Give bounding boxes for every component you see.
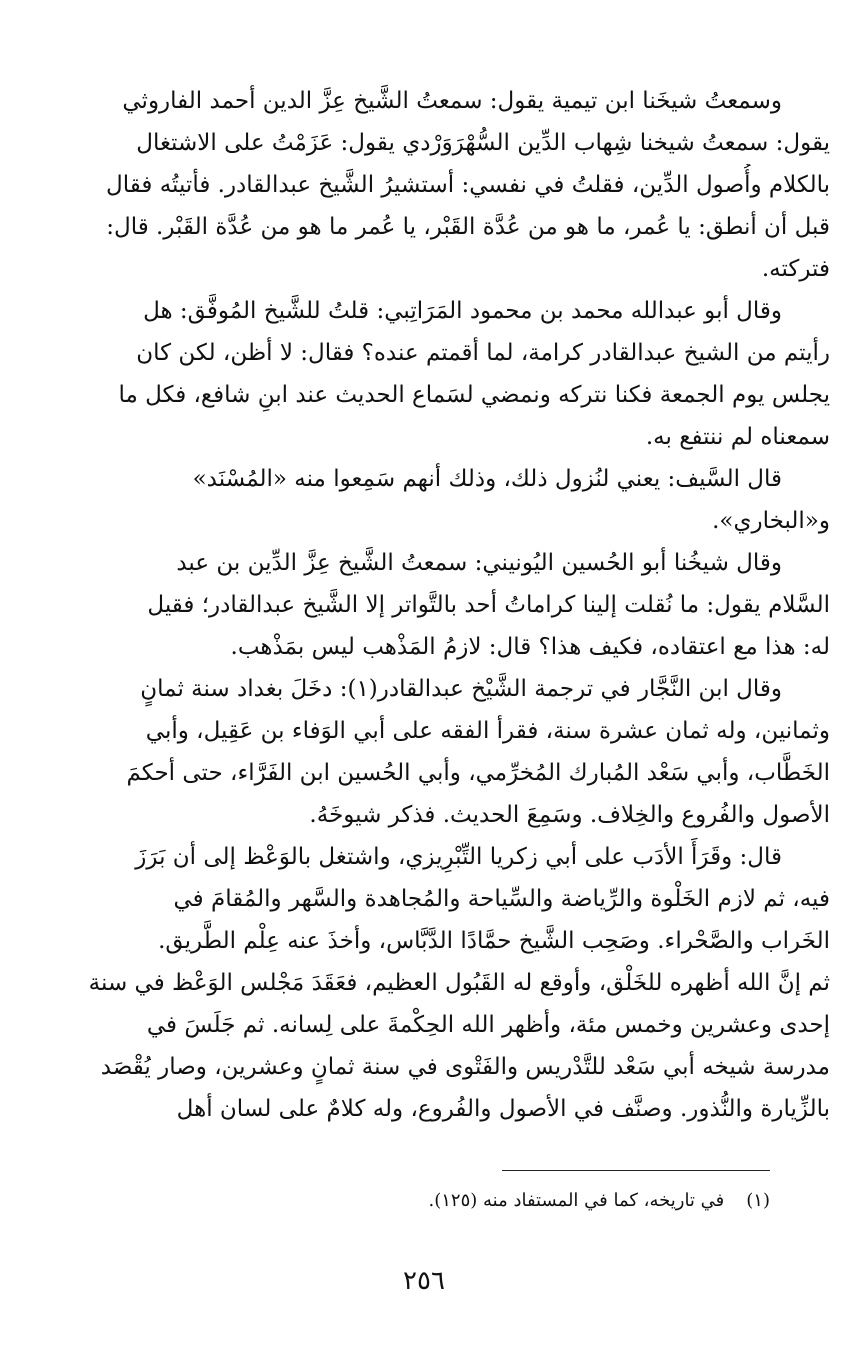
text-line: فيه، ثم لازم الخَلْوة والرِّياضة والسِّياحة والمُجاهدة والسَّهر والمُقامَ في	[173, 886, 830, 912]
paragraph	[30, 80, 830, 290]
text-line: سمعناه لم ننتفع به.	[645, 424, 830, 450]
text-line: بالزِّيارة والنُّذور. وصنَّف في الأصول والفُروع، وله كلامٌ على لسان أهل	[176, 1096, 830, 1122]
text-line: ثم إنَّ الله أظهره للخَلْق، وأوقع له القَبُول العظيم، فعَقَدَ مَجْلس الوَعْظ في سنة	[88, 970, 830, 996]
text-line: الأصول والفُروع والخِلاف. وسَمِعَ الحديث. فذكر شيوخَهُ.	[309, 802, 830, 828]
footnote-text: في تاريخه، كما في المستفاد منه (١٢٥).	[428, 1190, 725, 1211]
text-line: وقال أبو عبدالله محمد بن محمود المَرَاتِبي: قلتُ للشَّيخ المُوفَّق: هل	[143, 298, 782, 324]
text-line: يجلس يوم الجمعة فكنا نتركه ونمضي لسَماع الحديث عند ابنِ شافع، فكل ما	[118, 382, 830, 408]
text-line: مدرسة شيخه أبي سَعْد للتَّدْريس والفَتْوى في سنة ثمانٍ وعشرين، وصار يُقْصَد	[100, 1054, 830, 1080]
text-line: قال: وقَرَأَ الأدَب على أبي زكريا التِّبْرِيزي، واشتغل بالوَعْظ إلى أن بَرَزَ	[135, 844, 782, 870]
paragraph	[30, 290, 830, 458]
text-line: فتركته.	[761, 256, 830, 282]
page-number: ٢٥٦	[403, 1266, 445, 1296]
footnote-mark: (١)	[746, 1190, 770, 1211]
text-line: السَّلام يقول: ما نُقلت إلينا كراماتُ أحد بالتَّواتر إلا الشَّيخ عبدالقادر؛ فقيل	[147, 592, 830, 618]
text-line: يقول: سمعتُ شيخنا شِهاب الدِّين السُّهْرَوَرْدي يقول: عَزَمْتُ على الاشتغال	[136, 130, 830, 156]
text-line: الخَراب والصَّحْراء. وصَحِب الشَّيخ حمَّادًا الدَّبَّاس، وأخذَ عنه عِلْم الطَّريق.	[158, 928, 830, 954]
text-line: قال السَّيف: يعني لنُزول ذلك، وذلك أنهم سَمِعوا منه «المُسْنَد»	[192, 466, 782, 492]
paragraph	[30, 836, 830, 1130]
text-line: الخَطَّاب، وأبي سَعْد المُبارك المُخرِّمي، وأبي الحُسين ابن الفَرَّاء، حتى أحكمَ	[126, 760, 830, 786]
text-line: وقال ابن النَّجَّار في ترجمة الشَّيْخ عبدالقادر(١): دخَلَ بغداد سنة ثمانٍ	[140, 676, 782, 702]
main-text	[30, 80, 830, 1130]
footnote-separator	[502, 1170, 770, 1171]
paragraph	[30, 668, 830, 836]
text-line: وسمعتُ شيخَنا ابن تيمية يقول: سمعتُ الشَّيخ عِزَّ الدين أحمد الفاروثي	[122, 88, 782, 114]
text-line: بالكلام وأُصول الدِّين، فقلتُ في نفسي: أستشيرُ الشَّيخ عبدالقادر. فأتيتُه فقال	[106, 172, 830, 198]
paragraph	[30, 458, 830, 542]
paragraph	[30, 542, 830, 668]
text-line: وقال شيخُنا أبو الحُسين اليُونيني: سمعتُ الشَّيخ عِزَّ الدِّين بن عبد	[176, 550, 782, 576]
text-line: له: هذا مع اعتقاده، فكيف هذا؟ قال: لازمُ المَذْهب ليس بمَذْهب.	[230, 634, 830, 660]
footnote	[30, 1186, 770, 1216]
text-line: وثمانين، وله ثمان عشرة سنة، فقرأ الفقه على أبي الوَفاء بن عَقِيل، وأبي	[145, 718, 830, 744]
text-line: إحدى وعشرين وخمس مئة، وأظهر الله الحِكْمةَ على لِسانه. ثم جَلَسَ في	[146, 1012, 830, 1038]
text-line: و«البخاري».	[712, 508, 830, 534]
text-line: قبل أن أنطق: يا عُمر، ما هو من عُدَّة القَبْر، يا عُمر ما هو من عُدَّة القَبْر. قال:	[106, 214, 830, 240]
text-line: رأيتم من الشيخ عبدالقادر كرامة، لما أقمتم عنده؟ فقال: لا أظن، لكن كان	[136, 340, 830, 366]
